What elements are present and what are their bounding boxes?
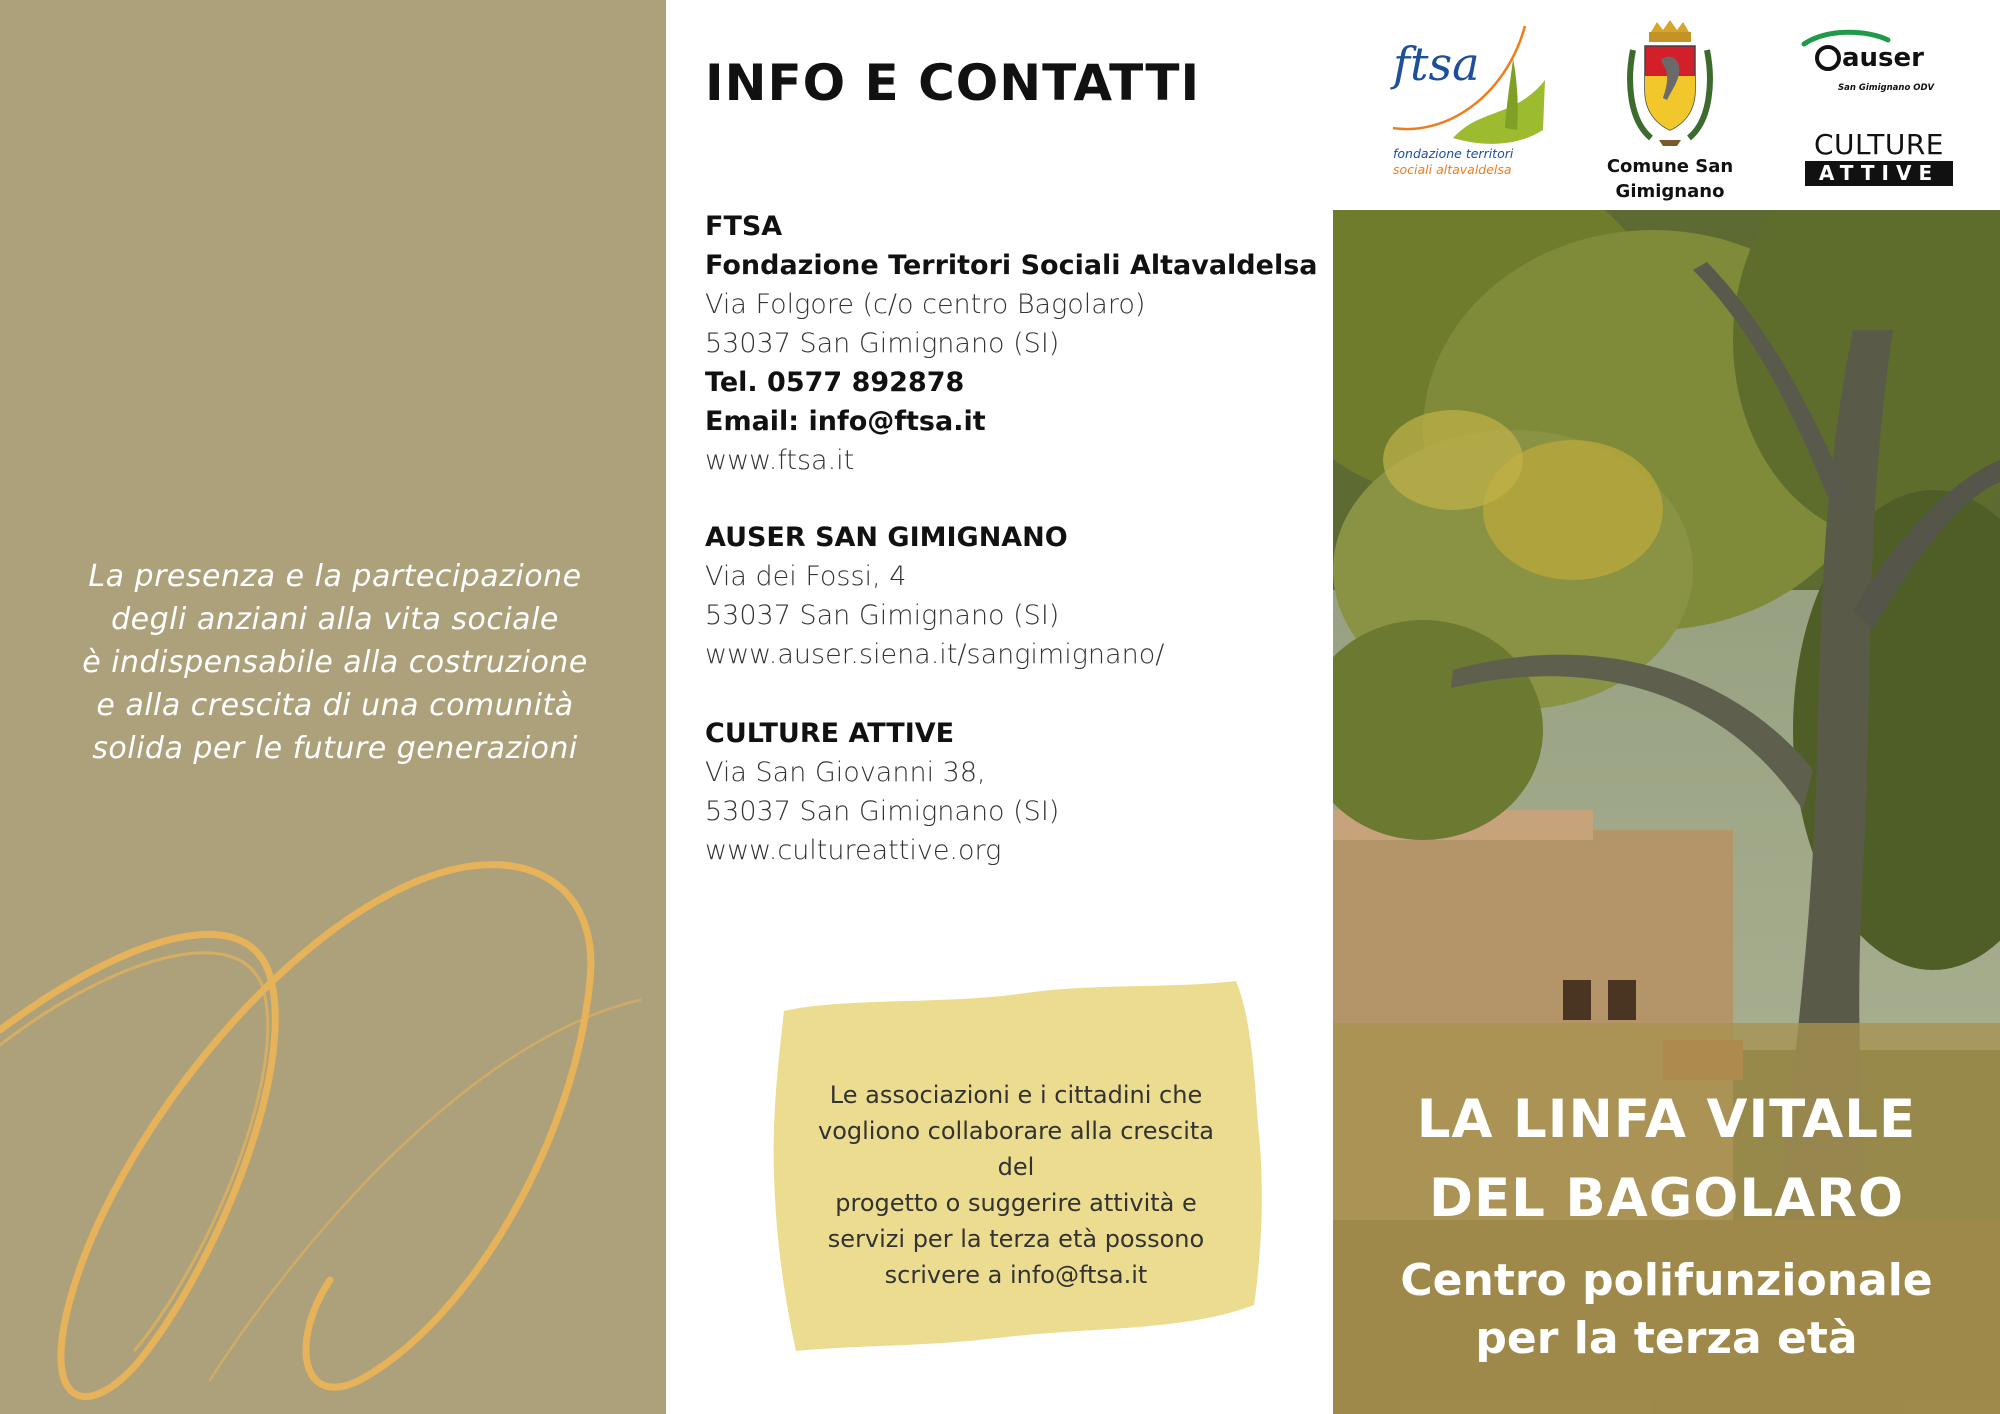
callout-line: vogliono collaborare alla crescita del bbox=[818, 1117, 1214, 1181]
contact-full-name: Fondazione Territori Sociali Altavaldelsa bbox=[705, 250, 1318, 281]
contact-website-link[interactable]: www.cultureattive.org bbox=[705, 835, 1002, 866]
ftsa-wordmark: ftsa bbox=[1393, 37, 1480, 91]
quote-line: e alla crescita di una comunità bbox=[96, 688, 574, 723]
quote bbox=[40, 555, 630, 770]
contact-website-link[interactable]: www.ftsa.it bbox=[705, 445, 855, 476]
contact-culture-attive bbox=[705, 714, 1059, 870]
brochure-subtitle bbox=[1333, 1252, 2000, 1368]
crest-icon bbox=[1621, 20, 1719, 148]
contact-address: 53037 San Gimignano (SI) bbox=[705, 328, 1060, 359]
subtitle-line: per la terza età bbox=[1475, 1313, 1858, 1364]
contact-phone[interactable]: Tel. 0577 892878 bbox=[705, 367, 965, 398]
culture-wordmark: CULTURE bbox=[1813, 128, 1945, 161]
ftsa-tagline: sociali altavaldelsa bbox=[1393, 162, 1512, 177]
contact-name: FTSA bbox=[705, 211, 783, 242]
comune-logo bbox=[1606, 20, 1734, 206]
quote-line: La presenza e la partecipazione bbox=[88, 559, 582, 594]
contact-name: AUSER SAN GIMIGNANO bbox=[705, 522, 1068, 553]
callout-line: scrivere a info@ftsa.it bbox=[884, 1261, 1148, 1289]
callout-line: servizi per la terza età possono bbox=[827, 1225, 1205, 1253]
gold-swirl-decoration bbox=[0, 820, 666, 1414]
left-panel bbox=[0, 0, 666, 1414]
title-line: LA LINFA VITALE bbox=[1416, 1089, 1917, 1150]
quote-line: è indispensabile alla costruzione bbox=[82, 645, 588, 680]
ftsa-logo bbox=[1385, 18, 1557, 186]
auser-wordmark: auser bbox=[1842, 43, 1924, 73]
contact-address: Via San Giovanni 38, bbox=[705, 757, 986, 788]
ftsa-tagline: fondazione territori bbox=[1393, 146, 1514, 161]
auser-sub: San Gimignano ODV bbox=[1838, 83, 1935, 93]
comune-line: Gimignano bbox=[1615, 181, 1725, 202]
comune-line: Comune San bbox=[1606, 156, 1734, 177]
contact-address: Via dei Fossi, 4 bbox=[705, 561, 907, 592]
contact-address: Via Folgore (c/o centro Bagolaro) bbox=[705, 289, 1146, 320]
contact-email[interactable]: Email: info@ftsa.it bbox=[705, 406, 986, 437]
quote-line: solida per le future generazioni bbox=[92, 731, 578, 766]
contact-ftsa bbox=[705, 207, 1318, 480]
contact-name: CULTURE ATTIVE bbox=[705, 718, 955, 749]
contact-address: 53037 San Gimignano (SI) bbox=[705, 600, 1060, 631]
comune-label bbox=[1595, 154, 1745, 204]
attive-wordmark: ATTIVE bbox=[1805, 161, 1953, 186]
brochure-title bbox=[1333, 1080, 2000, 1238]
culture-attive-logo bbox=[1803, 130, 1955, 186]
auser-logo bbox=[1798, 26, 1958, 96]
subtitle-line: Centro polifunzionale bbox=[1400, 1255, 1933, 1306]
contact-website-link[interactable]: www.auser.siena.it/sangimignano/ bbox=[705, 639, 1165, 670]
quote-line: degli anziani alla vita sociale bbox=[111, 602, 559, 637]
middle-panel bbox=[666, 0, 1333, 1414]
callout-line: Le associazioni e i cittadini che bbox=[829, 1081, 1203, 1109]
callout-box bbox=[766, 975, 1266, 1355]
callout-text bbox=[796, 1077, 1236, 1293]
contact-address: 53037 San Gimignano (SI) bbox=[705, 796, 1060, 827]
right-panel bbox=[1333, 0, 2000, 1414]
page-title: INFO E CONTATTI bbox=[705, 54, 1201, 112]
contact-auser bbox=[705, 518, 1164, 674]
logo-bar bbox=[1333, 0, 2000, 210]
callout-line: progetto o suggerire attività e bbox=[835, 1189, 1197, 1217]
title-line: DEL BAGOLARO bbox=[1428, 1168, 1905, 1229]
